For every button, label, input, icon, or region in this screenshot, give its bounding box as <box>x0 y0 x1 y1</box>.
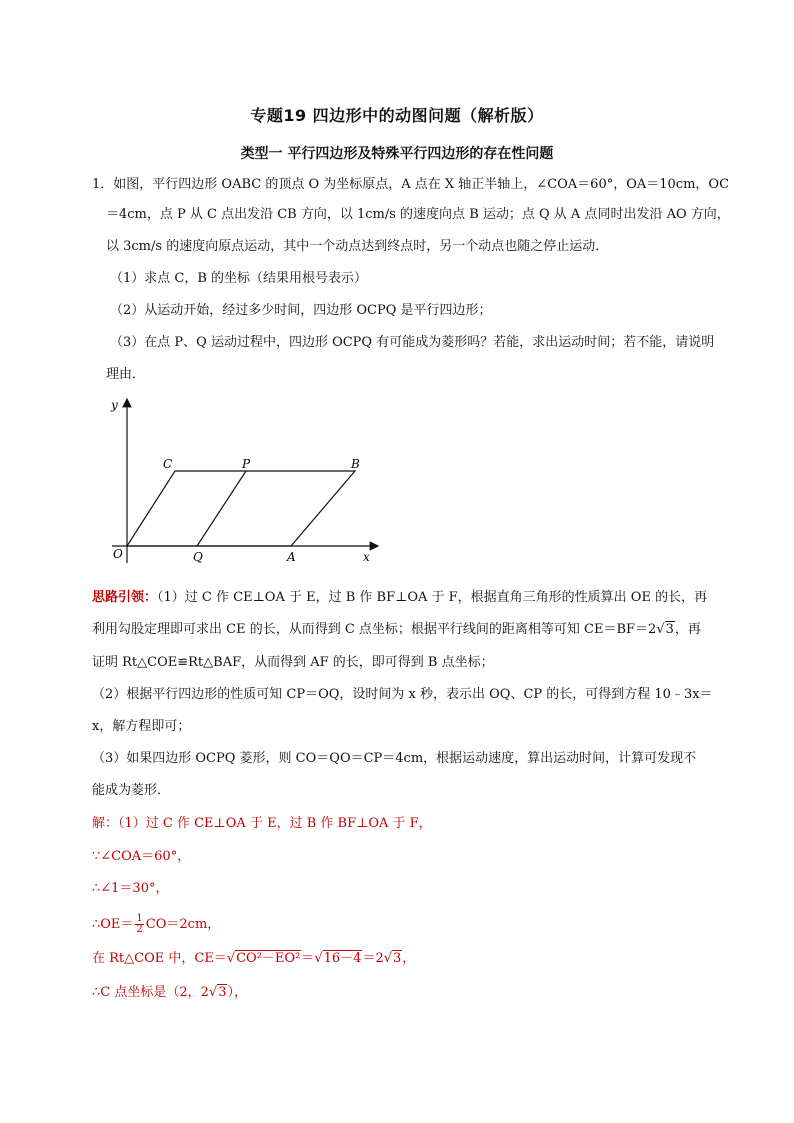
problem-line-1: 1．如图，平行四边形 OABC 的顶点 O 为坐标原点，A 点在 X 轴正半轴上，∠COA＝60°，OA＝10cm，OC <box>92 177 730 192</box>
fraction: $\frac{1}{2}$ <box>136 913 143 935</box>
solution-line-5: 在 Rt△COE 中，CE＝√CO²－EO²＝√16－4＝2√3， <box>92 951 416 966</box>
hint-line-6: （3）如果四边形 OCPQ 菱形，则 CO＝QO＝CP＝4cm，根据运动速度，算出运动时间，计算可发现不 <box>92 751 697 766</box>
label-C: C <box>163 457 173 471</box>
solution-line-3: ∴∠1＝30°， <box>92 881 169 896</box>
question-3-line-1: （3）在点 P、Q 运动过程中，四边形 OCPQ 有可能成为菱形吗？若能，求出运动时间；若不能，请说明 <box>110 335 715 350</box>
label-O: O <box>113 547 123 561</box>
hint-line-7: 能成为菱形． <box>92 783 171 798</box>
question-2: （2）从运动开始，经过多少时间，四边形 OCPQ 是平行四边形； <box>110 303 492 318</box>
label-x: x <box>363 550 370 564</box>
label-P: P <box>242 457 251 471</box>
sqrt-symbol: √CO²－EO² <box>226 951 301 966</box>
sqrt-symbol: √3 <box>383 951 402 966</box>
sqrt-symbol: √3 <box>656 622 674 637</box>
hint-label: 思路引领： <box>92 590 158 605</box>
solution-line-1: 解：（1）过 C 作 CE⊥OA 于 E，过 B 作 BF⊥OA 于 F， <box>92 816 432 831</box>
section-subtitle: 类型一 平行四边形及特殊平行四边形的存在性问题 <box>240 146 554 162</box>
hint-line-1: 思路引领：（1）过 C 作 CE⊥OA 于 E，过 B 作 BF⊥OA 于 F，根据直角三角形的性质算出 OE 的长，再 <box>92 590 708 605</box>
hint-line-5: x，解方程即可； <box>92 719 191 734</box>
label-B: B <box>351 457 360 471</box>
solution-line-6: ∴C 点坐标是（2，2√3）， <box>92 985 247 1000</box>
parallelogram-OABC <box>127 471 355 546</box>
problem-line-2: ＝4cm，点 P 从 C 点出发沿 CB 方向，以 1cm/s 的速度向点 B 运动；点 Q 从 A 点同时出发沿 AO 方向， <box>106 207 730 222</box>
question-3-line-2: 理由． <box>106 367 146 382</box>
coordinate-figure <box>100 393 390 568</box>
page-title: 专题19 四边形中的动图问题（解析版） <box>250 106 544 125</box>
sqrt-symbol: √3 <box>208 985 227 1000</box>
hint-line-4: （2）根据平行四边形的性质可知 CP＝OQ，设时间为 x 秒，表示出 OQ、CP 的长，可得到方程 10﹣3x＝ <box>92 687 713 702</box>
label-y: y <box>111 398 118 412</box>
hint-line-2: 利用勾股定理即可求出 CE 的长，从而得到 C 点坐标；根据平行线间的距离相等可知 CE＝BF＝2√3，再 <box>92 622 701 637</box>
segment-PQ <box>197 471 246 546</box>
problem-number: 1． <box>92 177 114 192</box>
problem-line-3: 以 3cm/s 的速度向原点运动，其中一个动点达到终点时，另一个动点也随之停止运动． <box>106 239 609 254</box>
solution-line-2: ∵∠COA＝60°， <box>92 849 191 864</box>
label-A: A <box>287 550 296 564</box>
label-Q: Q <box>193 550 203 564</box>
hint-line-3: 证明 Rt△COE≌Rt△BAF，从而得到 AF 的长，即可得到 B 点坐标； <box>92 655 494 670</box>
sqrt-symbol: √16－4 <box>314 951 362 966</box>
solution-line-4: ∴OE＝ $\frac{1}{2}$ CO＝2cm， <box>92 913 221 935</box>
question-1: （1）求点 C，B 的坐标（结果用根号表示） <box>110 271 368 286</box>
